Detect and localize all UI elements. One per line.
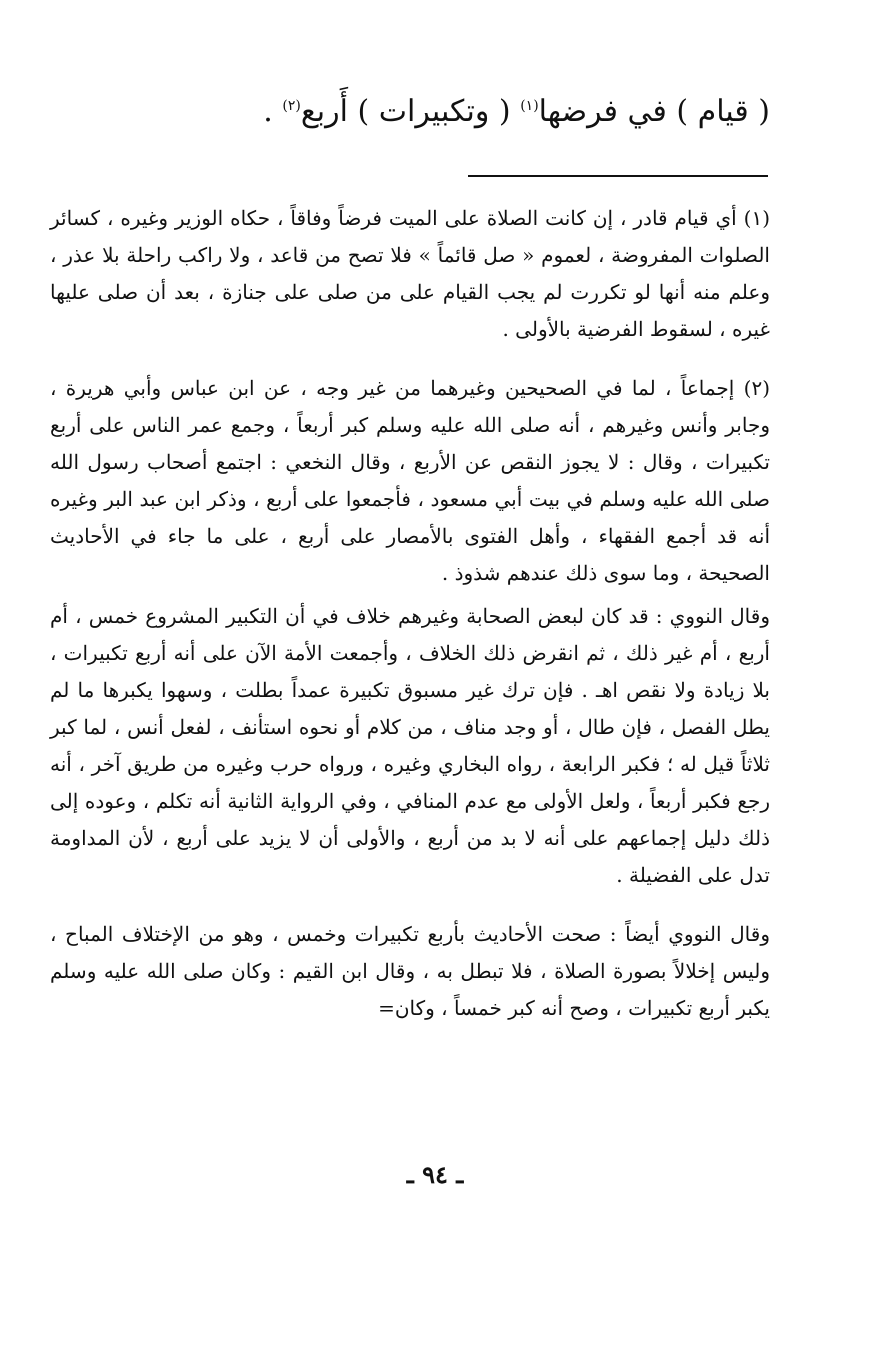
footnote-2: (٢) إجماعاً ، لما في الصحيحين وغيرهما من غير وجه ، عن ابن عباس وأبي هريرة ، وجابر وأنس وغيرهم ، أنه صلى الله عليه وسلم كبر أربعاً ، وجمع عمر الناس على أربع تكبيرات ، وقال : لا يجوز النقص عن الأربع ، وقال النخعي : اجتمع أصحاب رسول الله صلى الله عليه وسلم في بيت أبي مسعود ، فأجمعوا على أربع ، وذكر ابن عبد البر وغيره أنه قد أجمع الفقهاء ، وأهل الفتوى بالأمصار على أربع ، على ما جاء في الأحاديث الصحيحة ، وما سوى ذلك عندهم شذوذ . bbox=[50, 376, 770, 585]
footnote-2-nawawi: وقال النووي أيضاً : صحت الأحاديث بأربع تكبيرات وخمس ، وهو من الإختلاف المباح ، وليس إخلالاً بصورة الصلاة ، فلا تبطل به ، وقال ابن القيم : وكان صلى الله عليه وسلم يكبر أربع تكبيرات ، وصح أنه كبر خمساً ، وكان= bbox=[50, 922, 770, 1020]
footnote-2-continued: وقال النووي : قد كان لبعض الصحابة وغيرهم خلاف في أن التكبير المشروع خمس ، أم أربع ، أم غير ذلك ، ثم انقرض ذلك الخلاف ، وأجمعت الأمة الآن على أنه أربع تكبيرات ، بلا زيادة ولا نقص اهـ . فإن ترك غير مسبوق تكبيرة عمداً بطلت ، وسهوا يكبرها ما لم يطل الفصل ، فإن طال ، أو وجد مناف ، من كلام أو نحوه استأنف ، لفعل أنس ، لما كبر ثلاثاً قيل له ؛ فكبر الرابعة ، رواه البخاري وغيره ، ورواه حرب وغيره من طريق آخر ، أنه رجع فكبر أربعاً ، ولعل الأولى مع عدم المنافي ، وفي الرواية الثانية أنه تكلم ، وعوده إلى ذلك دليل إجماعهم على أنه لا بد من أربع ، والأولى أن لا يزيد على أربع ، لأن المداومة تدل على الفضيلة . bbox=[50, 604, 770, 887]
page-number: ـ ٩٤ ـ bbox=[406, 1160, 464, 1189]
main-text-line bbox=[110, 82, 770, 142]
footnote-1: (١) أي قيام قادر ، إن كانت الصلاة على الميت فرضاً وفاقاً ، حكاه الوزير وغيره ، كسائر الصلوات المفروضة ، لعموم « صل قائماً » فلا تصح من قاعد ، ولا راكب راحلة بلا عذر ، وعلم منه أنها لو تكررت لم يجب القيام على من صلى على جنازة ، بعد أن صلى عليها غيره ، لسقوط الفرضية بالأولى . bbox=[50, 206, 770, 341]
main-text-part-1: ( قيام ) في فرضها bbox=[538, 94, 770, 129]
footnote-separator bbox=[468, 175, 768, 177]
footnote-ref-2: (٢) bbox=[282, 98, 301, 114]
main-text-part-2: ( وتكبيرات ) أَربع bbox=[300, 94, 521, 129]
main-text-part-3: . bbox=[263, 94, 283, 129]
footnotes-section bbox=[50, 200, 770, 1027]
footnote-ref-1: (١) bbox=[520, 98, 539, 114]
